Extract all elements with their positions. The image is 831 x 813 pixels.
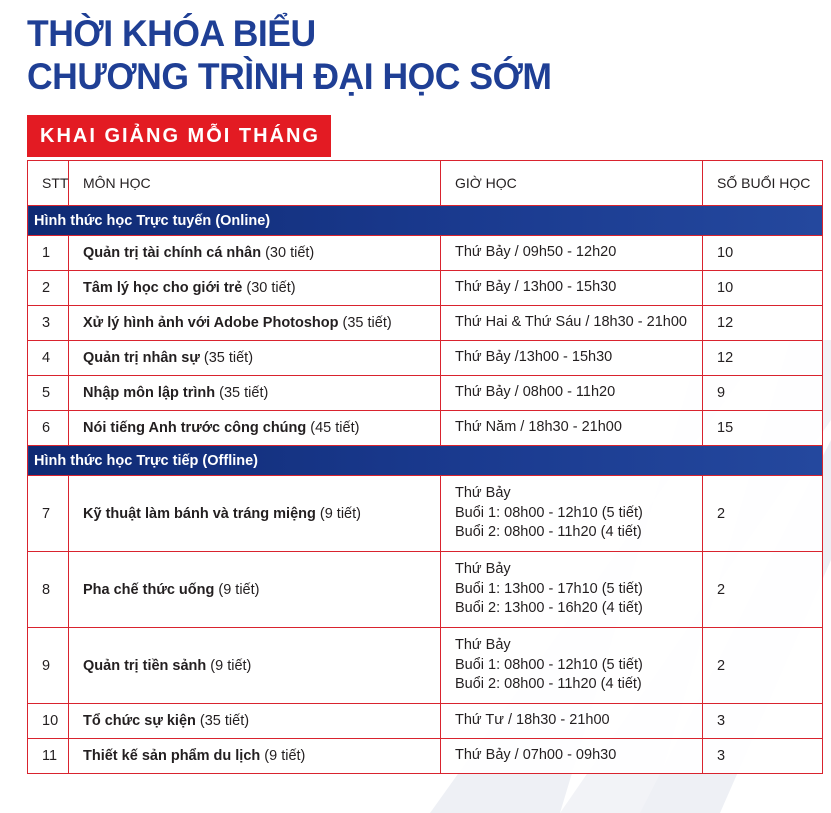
table-row — [28, 628, 823, 704]
subject-name: Kỹ thuật làm bánh và tráng miệng — [83, 505, 316, 522]
row-time — [441, 628, 703, 704]
subject-name: Quản trị tiền sảnh — [83, 657, 207, 674]
time-line: Thứ Bảy / 09h50 - 12h20 — [455, 244, 617, 261]
row-sessions: 12 — [703, 306, 823, 341]
subject-name: Quản trị tài chính cá nhân — [83, 245, 262, 261]
table-row — [28, 341, 823, 376]
time-line: Thứ Hai & Thứ Sáu / 18h30 - 21h00 — [455, 314, 687, 331]
subject-hours: (45 tiết) — [306, 420, 360, 436]
row-stt: 9 — [28, 628, 69, 704]
row-stt: 10 — [28, 704, 69, 739]
row-stt: 3 — [28, 306, 69, 341]
row-sessions: 10 — [703, 236, 823, 271]
section-row — [28, 206, 823, 236]
row-time — [441, 739, 703, 774]
time-line: Thứ Bảy / 08h00 - 11h20 — [455, 384, 616, 401]
time-line: Thứ Năm / 18h30 - 21h00 — [455, 419, 622, 436]
time-line: Buổi 1: 08h00 - 12h10 (5 tiết) — [455, 656, 643, 673]
row-time — [441, 376, 703, 411]
time-line: Thứ Bảy — [455, 485, 511, 502]
subject-hours: (9 tiết) — [214, 581, 260, 598]
subject-hours: (35 tiết) — [199, 350, 254, 366]
row-sessions: 2 — [703, 476, 823, 552]
table-row — [28, 552, 823, 628]
subject-hours: (9 tiết) — [206, 657, 252, 674]
row-sessions: 12 — [703, 341, 823, 376]
row-stt: 2 — [28, 271, 69, 306]
row-subject — [69, 552, 441, 628]
row-sessions: 3 — [703, 704, 823, 739]
row-subject — [69, 628, 441, 704]
row-time — [441, 552, 703, 628]
schedule-table — [27, 160, 823, 774]
table-row — [28, 376, 823, 411]
row-stt: 6 — [28, 411, 69, 446]
table-row — [28, 306, 823, 341]
row-time — [441, 306, 703, 341]
row-time — [441, 411, 703, 446]
time-line: Buổi 1: 13h00 - 17h10 (5 tiết) — [455, 580, 643, 597]
row-subject — [69, 306, 441, 341]
row-subject — [69, 739, 441, 774]
time-line: Thứ Bảy / 13h00 - 15h30 — [455, 279, 617, 296]
header-time: GIỜ HỌC — [441, 161, 703, 206]
title-line-2: CHƯƠNG TRÌNH ĐẠI HỌC SỚM — [27, 56, 552, 97]
header-stt: STT — [28, 161, 69, 206]
subject-name: Nói tiếng Anh trước công chúng — [83, 420, 307, 436]
row-sessions: 2 — [703, 628, 823, 704]
opening-banner: KHAI GIẢNG MỖI THÁNG — [27, 115, 331, 157]
time-line: Thứ Tư / 18h30 - 21h00 — [455, 712, 610, 729]
row-stt: 11 — [28, 739, 69, 774]
row-stt: 4 — [28, 341, 69, 376]
table-row — [28, 704, 823, 739]
subject-name: Tâm lý học cho giới trẻ — [83, 280, 243, 296]
table-row — [28, 236, 823, 271]
subject-hours: (35 tiết) — [338, 315, 392, 331]
section-row — [28, 446, 823, 476]
subject-name: Pha chế thức uống — [83, 581, 215, 598]
row-time — [441, 476, 703, 552]
subject-hours: (35 tiết) — [195, 713, 250, 729]
time-line: Buổi 1: 08h00 - 12h10 (5 tiết) — [455, 504, 643, 521]
row-subject — [69, 236, 441, 271]
page-title — [27, 12, 552, 98]
time-line: Thứ Bảy — [455, 561, 511, 578]
row-sessions: 9 — [703, 376, 823, 411]
row-subject — [69, 704, 441, 739]
subject-name: Tổ chức sự kiện — [83, 713, 196, 729]
schedule-body — [28, 206, 823, 774]
row-stt: 8 — [28, 552, 69, 628]
row-stt: 7 — [28, 476, 69, 552]
row-subject — [69, 271, 441, 306]
header-subject: MÔN HỌC — [69, 161, 441, 206]
section-title: Hình thức học Trực tuyến (Online) — [28, 206, 823, 236]
row-subject — [69, 411, 441, 446]
time-line: Buổi 2: 08h00 - 11h20 (4 tiết) — [455, 676, 642, 693]
subject-name: Thiết kế sản phẩm du lịch — [83, 748, 261, 764]
header-row — [28, 161, 823, 206]
time-line: Thứ Bảy /13h00 - 15h30 — [455, 349, 613, 366]
time-line: Buổi 2: 13h00 - 16h20 (4 tiết) — [455, 600, 643, 617]
row-sessions: 2 — [703, 552, 823, 628]
row-time — [441, 271, 703, 306]
table-row — [28, 476, 823, 552]
time-line: Thứ Bảy / 07h00 - 09h30 — [455, 747, 617, 764]
title-line-1: THỜI KHÓA BIỂU — [27, 13, 316, 54]
table-row — [28, 271, 823, 306]
row-subject — [69, 341, 441, 376]
table-row — [28, 739, 823, 774]
time-line: Thứ Bảy — [455, 637, 511, 654]
row-sessions: 3 — [703, 739, 823, 774]
section-title: Hình thức học Trực tiếp (Offline) — [28, 446, 823, 476]
subject-name: Nhập môn lập trình — [83, 385, 216, 401]
subject-name: Xử lý hình ảnh với Adobe Photoshop — [83, 315, 339, 331]
subject-hours: (30 tiết) — [261, 245, 315, 261]
row-stt: 5 — [28, 376, 69, 411]
row-subject — [69, 476, 441, 552]
subject-hours: (9 tiết) — [315, 505, 361, 522]
row-time — [441, 236, 703, 271]
table-row — [28, 411, 823, 446]
row-sessions: 10 — [703, 271, 823, 306]
row-time — [441, 341, 703, 376]
time-line: Buổi 2: 08h00 - 11h20 (4 tiết) — [455, 524, 642, 541]
subject-hours: (30 tiết) — [242, 280, 296, 296]
row-time — [441, 704, 703, 739]
header-sessions: SỐ BUỔI HỌC — [703, 161, 823, 206]
subject-name: Quản trị nhân sự — [83, 350, 200, 366]
row-subject — [69, 376, 441, 411]
row-sessions: 15 — [703, 411, 823, 446]
subject-hours: (35 tiết) — [215, 385, 269, 401]
row-stt: 1 — [28, 236, 69, 271]
subject-hours: (9 tiết) — [260, 748, 306, 764]
